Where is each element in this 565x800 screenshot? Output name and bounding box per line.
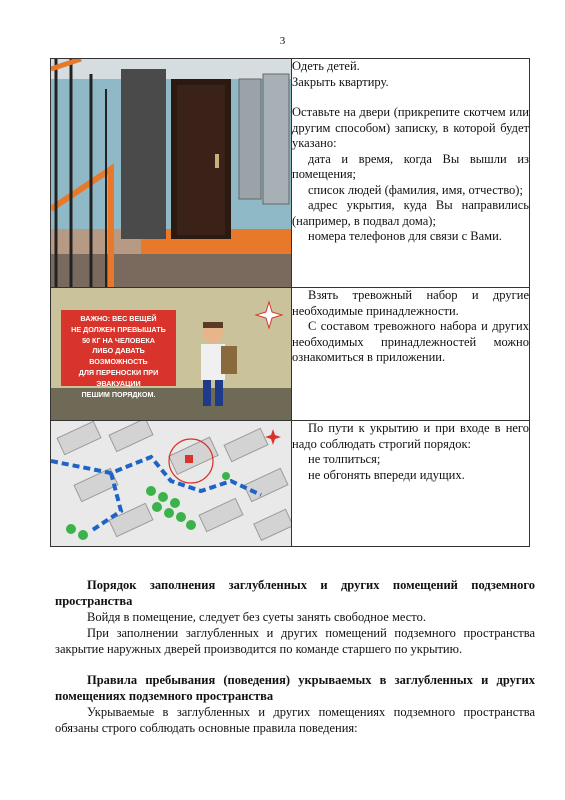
image-cell [51, 59, 292, 288]
banner-line: 50 КГ НА ЧЕЛОВЕКА [82, 335, 155, 345]
instruction-text-cell [292, 288, 530, 421]
instruction-line: С составом тревожного набора и других необходимых принадлежностей можно ознакомиться в приложении. [292, 319, 529, 364]
banner-line: ПЕШИМ ПОРЯДКОМ. [81, 389, 156, 399]
instructions-table [50, 58, 530, 547]
section-filling-order [55, 577, 535, 657]
instruction-text-cell [292, 421, 530, 547]
apartment-door-photo [51, 59, 291, 287]
evacuation-route-map [51, 421, 291, 546]
instruction-line: номера телефонов для связи с Вами. [308, 229, 502, 243]
banner-line: ДЛЯ ПЕРЕНОСКИ ПРИ ЭВАКУАЦИИ [78, 367, 159, 388]
instruction-line: Оставьте на двери (прикрепите скотчем или другим способом) записку, в которой будет указано: [292, 105, 529, 150]
table-row [51, 421, 530, 547]
paragraph: При заполнении заглубленных и других помещений подземного пространства закрытие наружных дверей производится по команде старшего по укрытию. [55, 626, 535, 656]
page-number: 3 [279, 35, 286, 47]
alarm-kit-illustration [51, 288, 291, 420]
paragraph: Укрываемые в заглубленных и других помещениях подземного пространства обязаны строго соблюдать основные правила поведения: [55, 705, 535, 735]
image-cell [51, 288, 292, 421]
banner-line: ЛИБО ДАВАТЬ ВОЗМОЖНОСТЬ [89, 346, 148, 367]
instruction-line: По пути к укрытию и при входе в него надо соблюдать строгий порядок: [292, 421, 529, 451]
instruction-line: Закрыть квартиру. [292, 74, 389, 89]
table-row [51, 288, 530, 421]
banner-line: ВАЖНО: ВЕС ВЕЩЕЙ [80, 314, 157, 323]
instruction-line: Одеть детей. [292, 59, 360, 73]
table-row [51, 59, 530, 288]
instruction-line: адрес укрытия, куда Вы направились (например, в подвал дома); [292, 198, 529, 228]
instruction-line: список людей (фамилия, имя, отчество); [308, 182, 523, 197]
instruction-line: не обгонять впереди идущих. [308, 467, 465, 482]
warning-banner [63, 314, 174, 400]
instruction-line: Взять тревожный набор и другие необходимые принадлежности. [292, 288, 529, 318]
paragraph: Войдя в помещение, следует без суеты занять свободное место. [87, 610, 426, 624]
section-title: Правила пребывания (поведения) укрываемых в заглубленных и других помещениях подземного пространства [55, 673, 535, 703]
image-cell [51, 421, 292, 547]
instruction-line: дата и время, когда Вы вышли из помещения; [292, 151, 529, 181]
instruction-text-cell [292, 59, 530, 288]
section-stay-rules [55, 672, 535, 736]
banner-line: НЕ ДОЛЖЕН ПРЕВЫШАТЬ [71, 324, 166, 334]
instruction-line: не толпиться; [308, 452, 381, 466]
section-title: Порядок заполнения заглубленных и других помещений подземного пространства [55, 578, 535, 608]
